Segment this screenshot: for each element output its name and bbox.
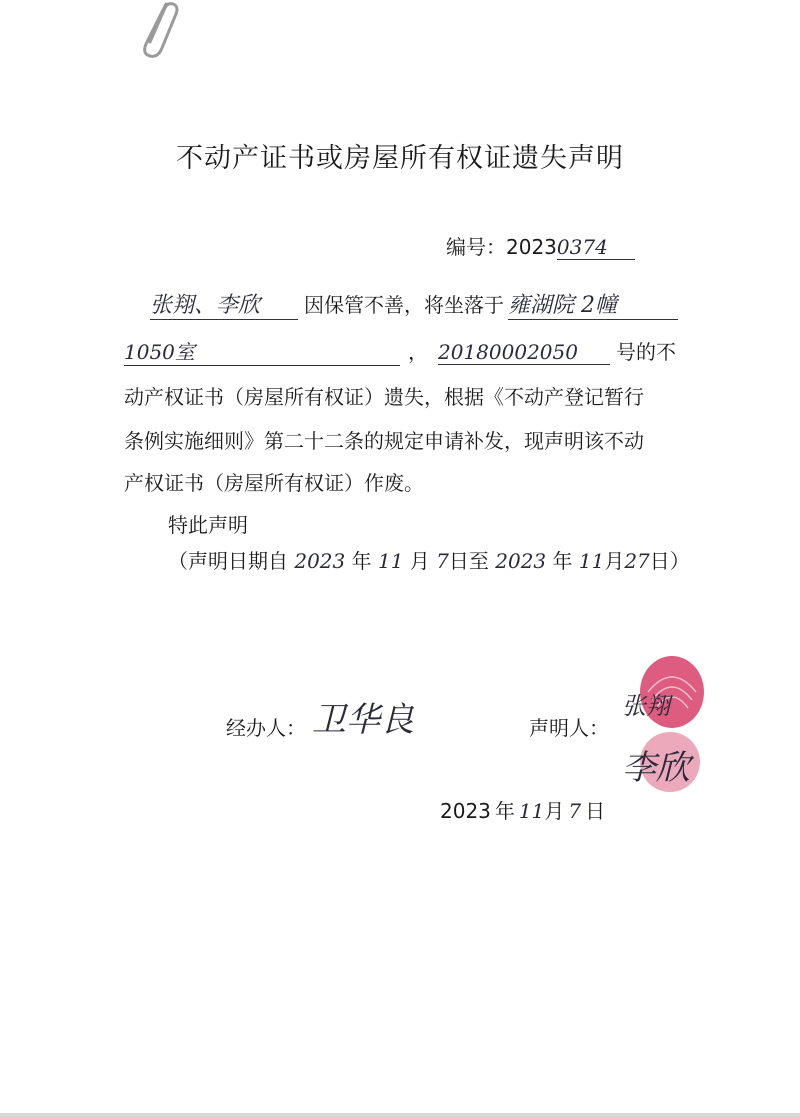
period-day-2: 27 — [624, 549, 650, 573]
period-open: （声明日期自 — [168, 549, 288, 573]
declarant-names: 张翔、李欣 — [150, 288, 298, 320]
period-month-label-1: 月 — [409, 549, 430, 573]
period-month-1: 11 — [377, 549, 404, 573]
date-month-label: 月 — [544, 799, 565, 823]
declaration: 特此声明 — [168, 513, 248, 537]
period-close: 日） — [649, 549, 690, 573]
declarant-signature-2: 李欣 — [622, 748, 690, 788]
handler-signature: 卫华良 — [312, 700, 414, 740]
paper-clip-icon — [136, 0, 182, 62]
date-day-label: 日 — [585, 799, 606, 823]
certificate-number: 20180002050 — [438, 340, 610, 365]
period-year-2: 2023 — [495, 549, 547, 573]
location-1: 雍湖院 2幢 — [508, 288, 678, 320]
declarant-signature-1: 张翔 — [622, 692, 670, 720]
period-year-label-1: 年 — [351, 549, 372, 573]
number-label: 编号： — [446, 235, 506, 259]
paragraph-line-3: 动产权证书（房屋所有权证）遗失，根据《不动产登记暂行 — [124, 385, 644, 409]
document-number — [446, 231, 635, 260]
location-2: 1050室 — [124, 336, 400, 366]
comma: ， — [408, 340, 428, 364]
period-month-label-2: 月 — [604, 549, 625, 573]
page-edge — [0, 1113, 800, 1117]
declarant-label: 声明人： — [529, 716, 609, 740]
paragraph-line-4: 条例实施细则》第二十二条的规定申请补发，现声明该不动 — [124, 429, 644, 453]
number-printed: 2023 — [506, 235, 557, 259]
period-month-2: 11 — [578, 549, 605, 573]
paragraph-line-1 — [150, 288, 678, 320]
period-day-to: 日至 — [448, 549, 489, 573]
period-year-label-2: 年 — [552, 549, 573, 573]
date-month: 11 — [518, 799, 545, 823]
paragraph-line-2 — [124, 336, 676, 366]
declaration-period — [168, 545, 690, 574]
document-title: 不动产证书或房屋所有权证遗失声明 — [176, 143, 624, 174]
handler-label: 经办人： — [226, 716, 306, 740]
signature-date — [440, 795, 605, 824]
number-handwritten: 0374 — [557, 235, 635, 260]
date-year-label: 年 — [494, 799, 515, 823]
text-1: 因保管不善，将坐落于 — [304, 293, 504, 317]
paragraph-line-5: 产权证书（房屋所有权证）作废。 — [124, 471, 424, 495]
date-year: 2023 — [440, 799, 491, 823]
text-2: 号的不 — [616, 340, 676, 364]
period-year-1: 2023 — [294, 549, 346, 573]
date-day: 7 — [568, 799, 582, 823]
period-day-1: 7 — [436, 549, 449, 573]
